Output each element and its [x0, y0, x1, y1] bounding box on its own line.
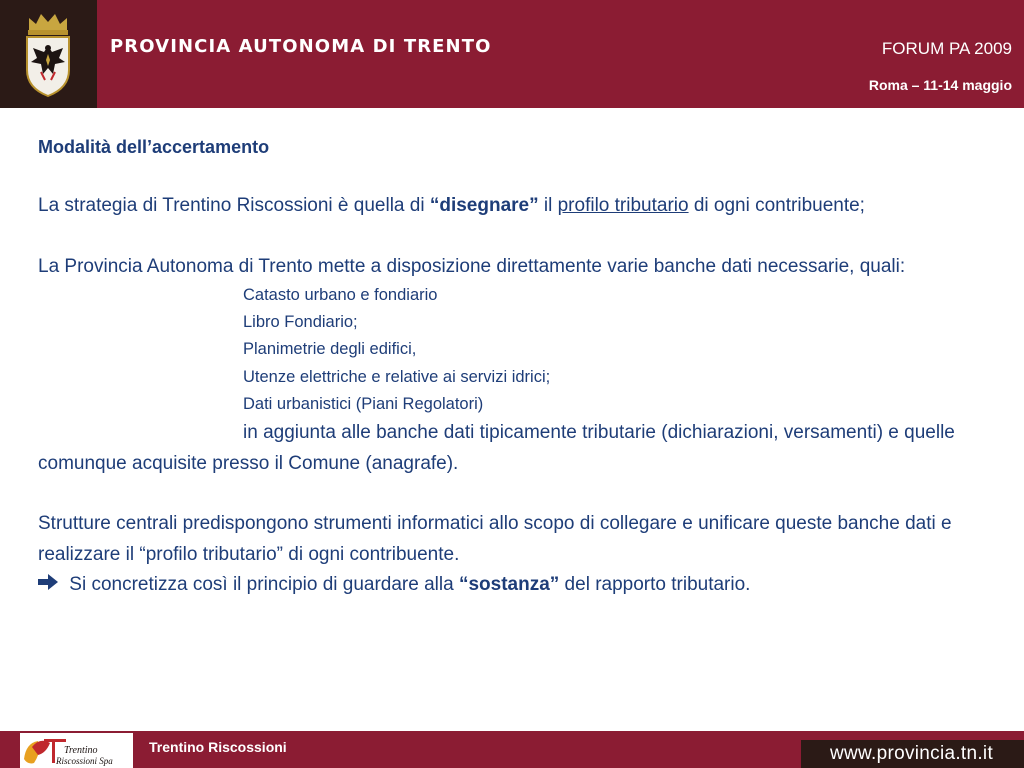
- database-list: [38, 282, 978, 418]
- trentino-riscossioni-logo: [20, 733, 133, 768]
- list-item: Dati urbanistici (Piani Regolatori): [243, 394, 484, 413]
- eagle-crest-icon: [19, 10, 77, 98]
- arrow-right-icon: [38, 570, 64, 601]
- slide-content: [38, 133, 978, 601]
- logo-text-trentino: Trentino: [64, 745, 98, 756]
- conclusion-paragraph: Si concretizza così il principio di guardare alla “sostanza” del rapporto tributario.: [38, 570, 978, 601]
- databases-intro-paragraph: La Provincia Autonoma di Trento mette a disposizione direttamente varie banche dati necessarie, quali:: [38, 255, 906, 277]
- website-link[interactable]: www.provincia.tn.it: [830, 743, 994, 764]
- event-date: Roma – 11-14 maggio: [868, 77, 1012, 93]
- central-structures-paragraph: Strutture centrali predispongono strumenti informatici allo scopo di collegare e unificare queste banche dati e realizzare il “profilo tributario” di ogni contribuente.: [38, 513, 952, 565]
- footer-company-name: Trentino Riscossioni: [149, 739, 287, 755]
- list-item: Utenze elettriche e relative ai servizi idrici;: [243, 367, 551, 386]
- list-item: Catasto urbano e fondiario: [243, 286, 438, 304]
- logo-text-riscossioni: Riscossioni Spa: [56, 756, 113, 766]
- additional-databases-paragraph: in aggiunta alle banche dati tipicamente tributarie (dichiarazioni, versamenti) e quelle comunque acquisite presso il Comune (anagrafe).: [38, 422, 955, 474]
- organization-title: PROVINCIA AUTONOMA DI TRENTO: [110, 36, 492, 57]
- event-title: FORUM PA 2009: [881, 39, 1012, 58]
- list-item: Planimetrie degli edifici,: [243, 340, 417, 359]
- section-heading: Modalità dell’accertamento: [38, 137, 270, 157]
- list-item: Libro Fondiario;: [243, 313, 358, 332]
- strategy-paragraph: La strategia di Trentino Riscossioni è quella di “disegnare” il profilo tributario di ogni contribuente;: [38, 195, 865, 216]
- profilo-tributario-link: profilo tributario: [557, 195, 689, 216]
- province-logo: [0, 0, 97, 108]
